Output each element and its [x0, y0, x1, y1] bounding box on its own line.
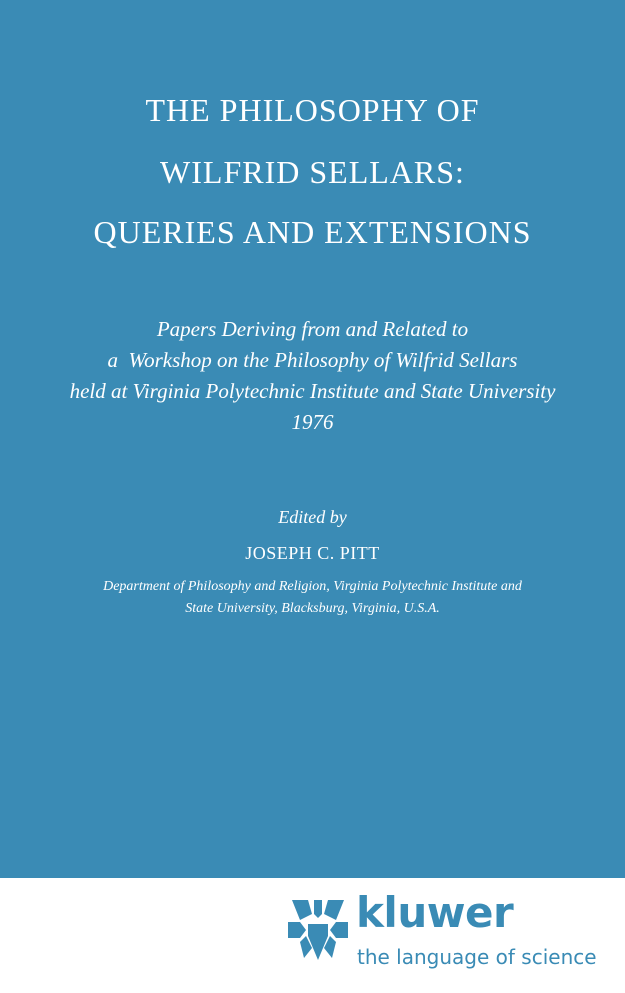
title-line-3: QUERIES AND EXTENSIONS	[93, 214, 532, 250]
editor-name: JOSEPH C. PITT	[245, 543, 380, 563]
publisher-tagline: the language of science	[357, 945, 597, 969]
affiliation-line-2: State University, Blacksburg, Virginia, U.S.A.	[185, 601, 440, 616]
subtitle-line-2: a Workshop on the Philosophy of Wilfrid Sellars	[107, 348, 518, 372]
subtitle-line-1: Papers Deriving from and Related to	[156, 317, 469, 341]
edited-by-label: Edited by	[278, 507, 347, 527]
title-line-2: WILFRID SELLARS:	[160, 154, 465, 190]
title-line-1: THE PHILOSOPHY OF	[145, 92, 480, 128]
subtitle-year: 1976	[291, 410, 334, 434]
publisher-footer	[0, 878, 625, 993]
subtitle-line-3: held at Virginia Polytechnic Institute and State University	[69, 379, 556, 403]
affiliation-line-1: Department of Philosophy and Religion, Virginia Polytechnic Institute and	[103, 579, 522, 594]
kluwer-logo-icon	[288, 900, 348, 960]
publisher-name: kluwer	[356, 888, 514, 937]
